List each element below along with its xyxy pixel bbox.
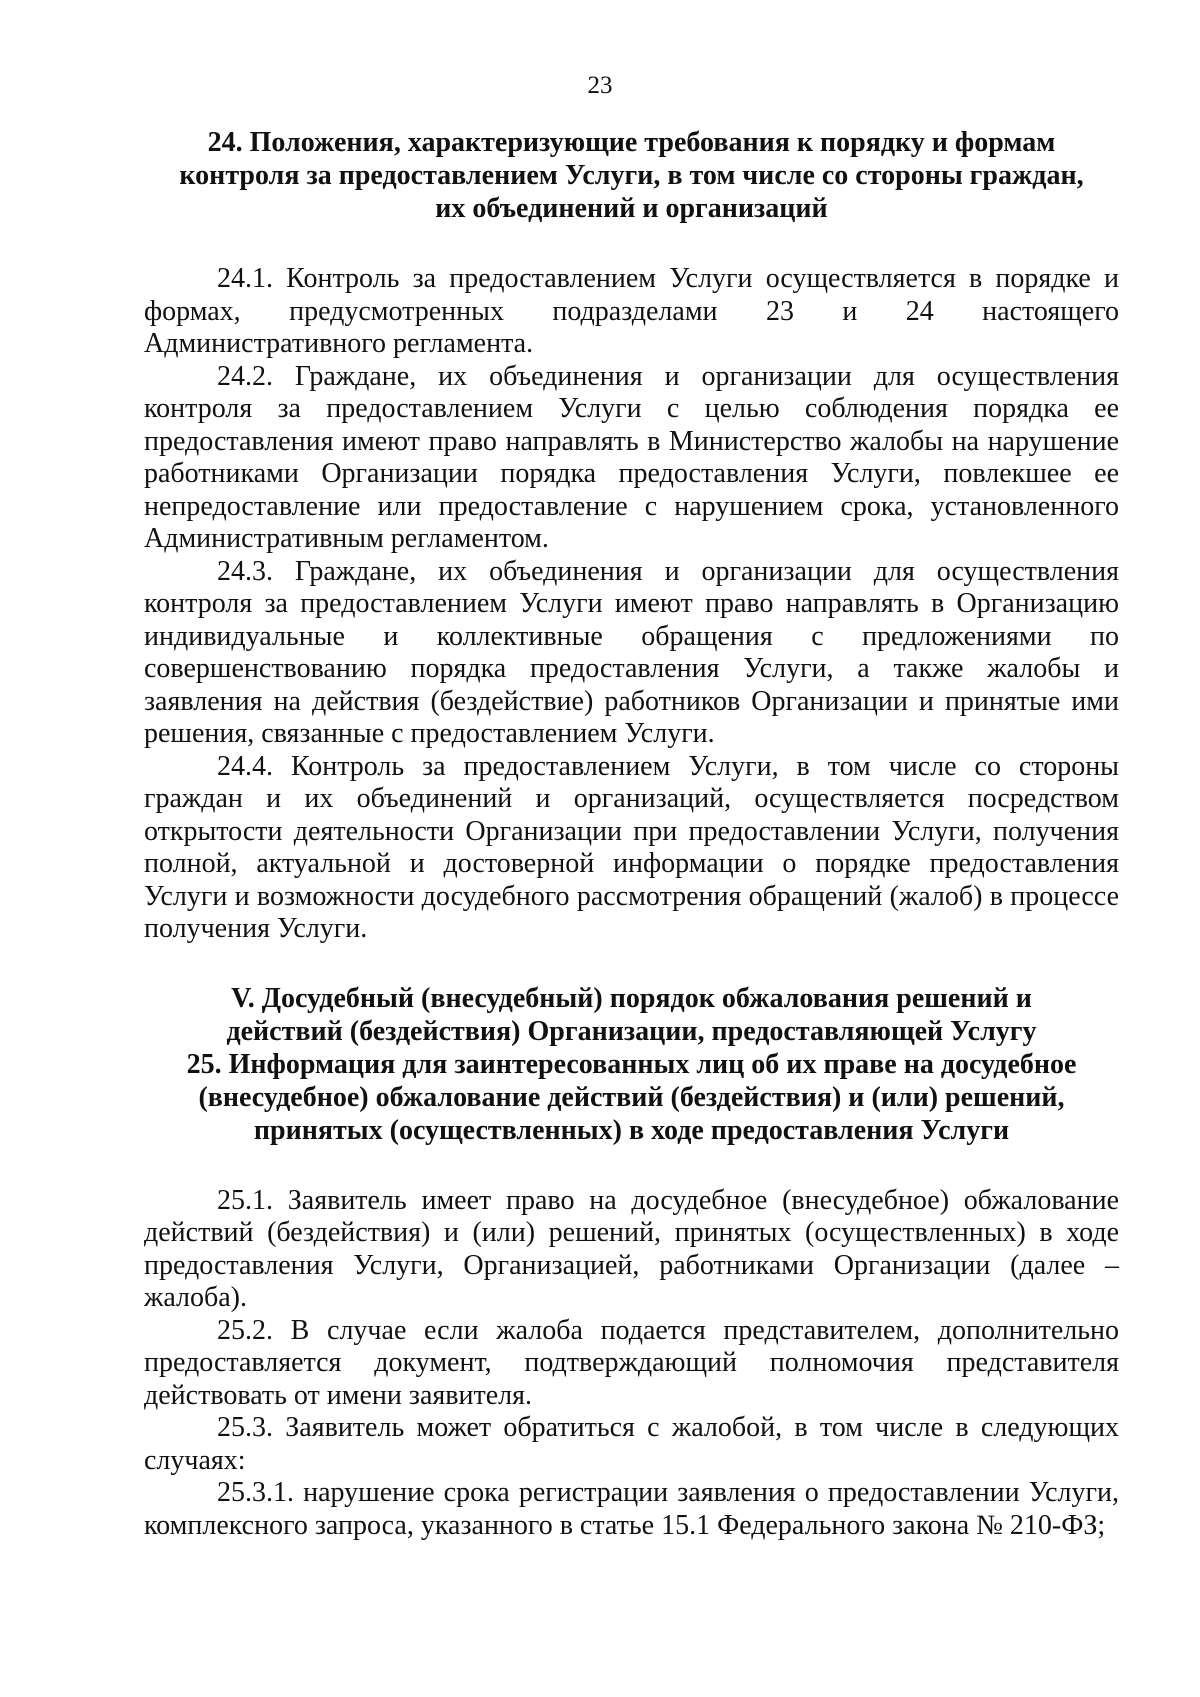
heading-line: контроля за предоставлением Услуги, в том числе со стороны граждан, bbox=[179, 160, 1084, 191]
paragraph-25-2: 25.2. В случае если жалоба подается представителем, дополнительно предоставляется документ, подтверждающий полномочия представителя действовать от имени заявителя. bbox=[144, 1314, 1119, 1411]
heading-line: V. Досудебный (внесудебный) порядок обжалования решений и bbox=[231, 982, 1032, 1014]
page-content bbox=[144, 126, 1119, 1542]
heading-line: 24. Положения, характеризующие требования к порядку и формам bbox=[207, 127, 1056, 158]
paragraph-24-3: 24.3. Граждане, их объединения и организации для осуществления контроля за предоставлением Услуги имеют право направлять в Организацию индивидуальные и коллективные обращения с предложениями по совершенствованию порядка предоставления Услуги, а также жалобы и заявления на действия (бездействие) работников Организации и принятые ими решения, связанные с предоставлением Услуги. bbox=[144, 555, 1119, 749]
section-25-body bbox=[144, 1185, 1119, 1543]
section-24-body bbox=[144, 263, 1119, 946]
heading-line: их объединений и организаций bbox=[435, 193, 828, 224]
paragraph-25-3: 25.3. Заявитель может обратиться с жалобой, в том числе в следующих случаях: bbox=[144, 1412, 1119, 1476]
paragraph-24-1: 24.1. Контроль за предоставлением Услуги осуществляется в порядке и формах, предусмотренных подразделами 23 и 24 настоящего Административного регламента. bbox=[144, 263, 1119, 359]
heading-line: 25. Информация для заинтересованных лиц об их праве на досудебное bbox=[186, 1048, 1077, 1080]
heading-line: принятых (осуществленных) в ходе предоставления Услуги bbox=[253, 1114, 1010, 1146]
paragraph-25-3-1: 25.3.1. нарушение срока регистрации заявления о предоставлении Услуги, комплексного запроса, указанного в статье 15.1 Федерального закона № 210-ФЗ; bbox=[144, 1477, 1119, 1541]
heading-line: действий (бездействия) Организации, предоставляющей Услугу bbox=[226, 1015, 1037, 1047]
section-24-heading bbox=[144, 126, 1119, 225]
page-number: 23 bbox=[587, 72, 613, 99]
paragraph-25-1: 25.1. Заявитель имеет право на досудебное (внесудебное) обжалование действий (бездействия) и (или) решений, принятых (осуществленных) в ходе предоставления Услуги, Организацией, работниками Организации (далее – жалоба). bbox=[144, 1184, 1119, 1313]
paragraph-24-4: 24.4. Контроль за предоставлением Услуги, в том числе со стороны граждан и их объединений и организаций, осуществляется посредством открытости деятельности Организации при предоставлении Услуги, получения полной, актуальной и достоверной информации о порядке предоставления Услуги и возможности досудебного рассмотрения обращений (жалоб) в процессе получения Услуги. bbox=[144, 750, 1119, 944]
section-5-heading bbox=[144, 982, 1119, 1147]
heading-line: (внесудебное) обжалование действий (бездействия) и (или) решений, bbox=[198, 1081, 1065, 1113]
paragraph-24-2: 24.2. Граждане, их объединения и организации для осуществления контроля за предоставлением Услуги с целью соблюдения порядка ее предоставления имеют право направлять в Министерство жалобы на нарушение работниками Организации порядка предоставления Услуги, повлекшее ее непредоставление или предоставление с нарушением срока, установленного Административным регламентом. bbox=[144, 360, 1119, 554]
